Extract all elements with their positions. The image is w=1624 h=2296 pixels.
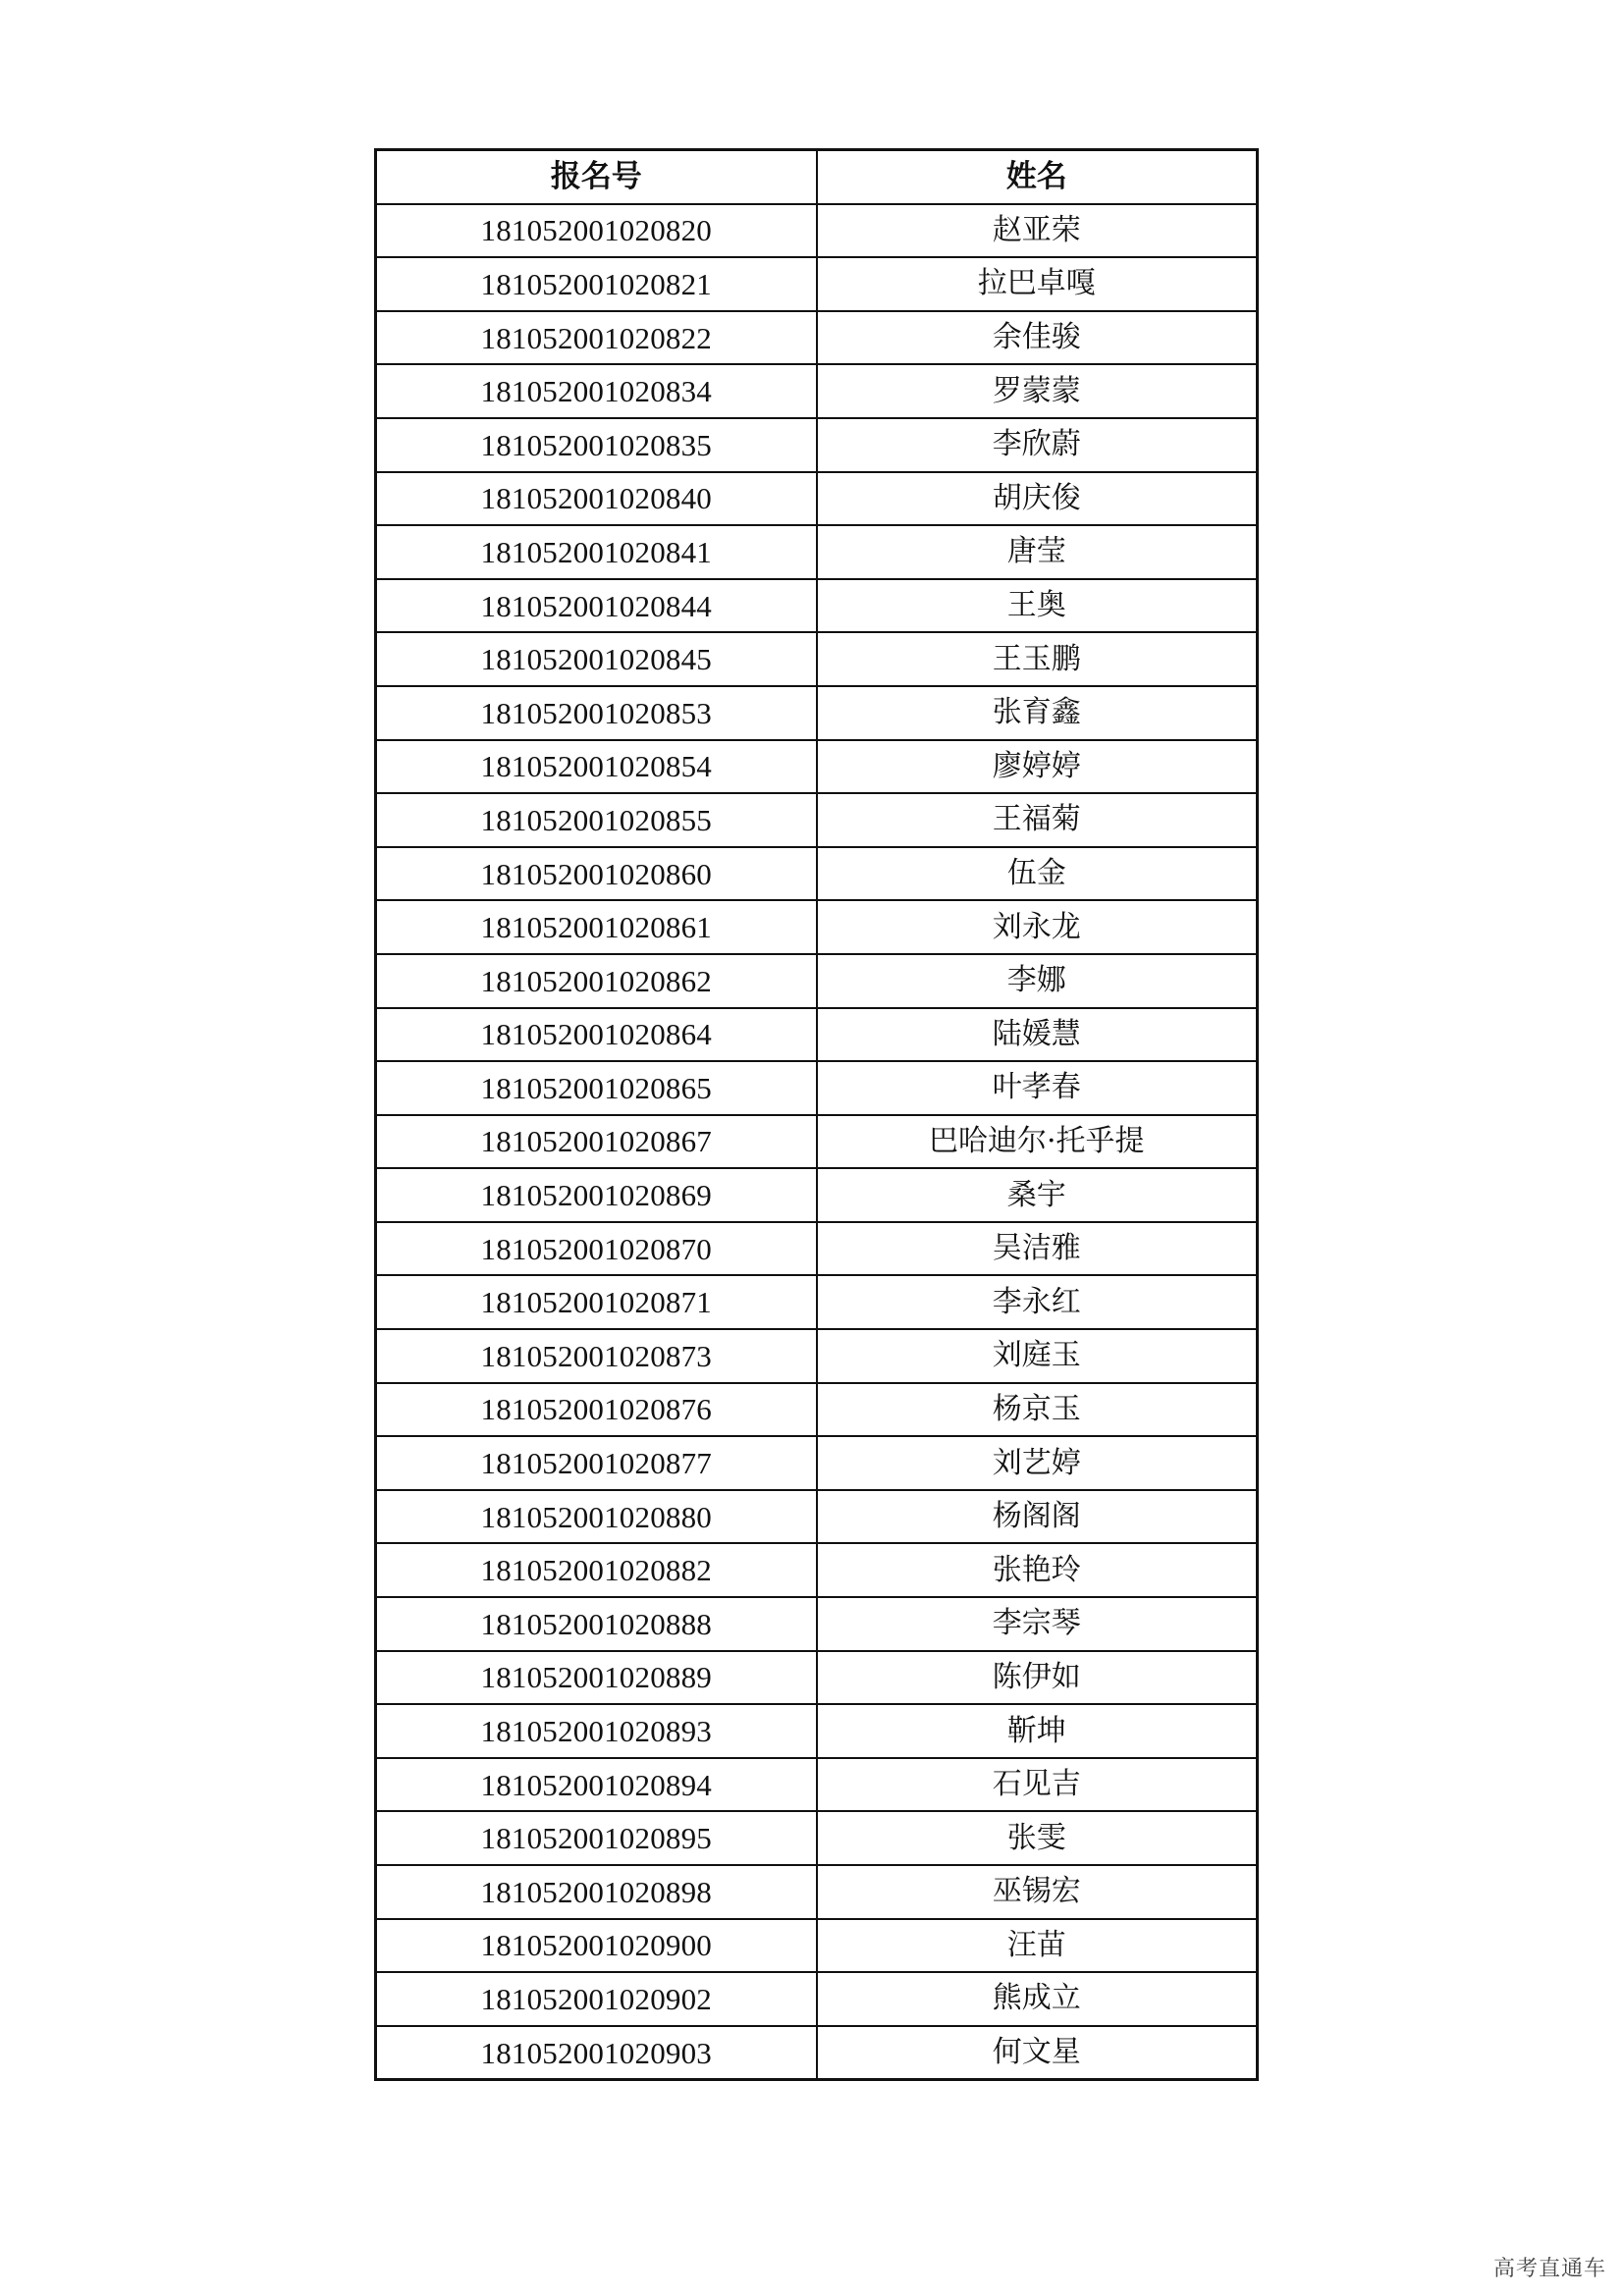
table-row <box>376 1061 1258 1115</box>
registration-number-cell: 181052001020867 <box>376 1115 817 1169</box>
table-row <box>376 847 1258 901</box>
table-row <box>376 686 1258 740</box>
table-row <box>376 1490 1258 1544</box>
table-row <box>376 1865 1258 1919</box>
registration-number-cell: 181052001020893 <box>376 1704 817 1758</box>
table-row <box>376 1436 1258 1490</box>
registration-number-cell: 181052001020854 <box>376 740 817 794</box>
table-row <box>376 525 1258 579</box>
watermark-text: 高考直通车 <box>1492 2257 1606 2281</box>
table-row <box>376 579 1258 633</box>
registration-number-cell: 181052001020877 <box>376 1436 817 1490</box>
registration-number-cell: 181052001020870 <box>376 1222 817 1276</box>
name-cell: 拉巴卓嘎 <box>817 257 1258 311</box>
registration-number-cell: 181052001020835 <box>376 418 817 472</box>
name-cell: 熊成立 <box>817 1972 1258 2026</box>
registration-number-cell: 181052001020900 <box>376 1919 817 1973</box>
registration-number-cell: 181052001020902 <box>376 1972 817 2026</box>
name-cell: 李宗琴 <box>817 1597 1258 1651</box>
name-cell: 唐莹 <box>817 525 1258 579</box>
registration-number-cell: 181052001020869 <box>376 1168 817 1222</box>
name-cell: 余佳骏 <box>817 311 1258 365</box>
registration-number-cell: 181052001020853 <box>376 686 817 740</box>
table-row <box>376 1008 1258 1062</box>
name-cell: 刘永龙 <box>817 900 1258 954</box>
registration-number-cell: 181052001020822 <box>376 311 817 365</box>
table-row <box>376 1543 1258 1597</box>
registration-number-cell: 181052001020888 <box>376 1597 817 1651</box>
table-row <box>376 1811 1258 1865</box>
table-header <box>376 150 1258 204</box>
registration-number-cell: 181052001020840 <box>376 472 817 526</box>
registration-number-cell: 181052001020821 <box>376 257 817 311</box>
name-cell: 李娜 <box>817 954 1258 1008</box>
registration-number-cell: 181052001020861 <box>376 900 817 954</box>
roster-table <box>374 148 1259 2081</box>
name-cell: 靳坤 <box>817 1704 1258 1758</box>
registration-number-cell: 181052001020862 <box>376 954 817 1008</box>
registration-number-cell: 181052001020876 <box>376 1383 817 1437</box>
table-row <box>376 2026 1258 2080</box>
name-cell: 陆媛慧 <box>817 1008 1258 1062</box>
registration-number-cell: 181052001020860 <box>376 847 817 901</box>
table-row <box>376 954 1258 1008</box>
name-cell: 赵亚荣 <box>817 204 1258 258</box>
name-cell: 伍金 <box>817 847 1258 901</box>
table-row <box>376 364 1258 418</box>
name-cell: 吴洁雅 <box>817 1222 1258 1276</box>
name-cell: 何文星 <box>817 2026 1258 2080</box>
table-row <box>376 1222 1258 1276</box>
table-row <box>376 1597 1258 1651</box>
name-cell: 王奥 <box>817 579 1258 633</box>
name-cell: 巴哈迪尔·托乎提 <box>817 1115 1258 1169</box>
table-row <box>376 1168 1258 1222</box>
registration-number-cell: 181052001020865 <box>376 1061 817 1115</box>
name-cell: 张育鑫 <box>817 686 1258 740</box>
name-cell: 陈伊如 <box>817 1651 1258 1705</box>
table-row <box>376 1383 1258 1437</box>
registration-number-cell: 181052001020882 <box>376 1543 817 1597</box>
table-row <box>376 418 1258 472</box>
header-name: 姓名 <box>817 150 1258 204</box>
table-row <box>376 1275 1258 1329</box>
table-row <box>376 793 1258 847</box>
table-row <box>376 1919 1258 1973</box>
name-cell: 胡庆俊 <box>817 472 1258 526</box>
name-cell: 张艳玲 <box>817 1543 1258 1597</box>
registration-number-cell: 181052001020820 <box>376 204 817 258</box>
table-row <box>376 1758 1258 1812</box>
table-row <box>376 900 1258 954</box>
table-row <box>376 1704 1258 1758</box>
name-cell: 杨阁阁 <box>817 1490 1258 1544</box>
name-cell: 李欣蔚 <box>817 418 1258 472</box>
registration-number-cell: 181052001020834 <box>376 364 817 418</box>
table-row <box>376 632 1258 686</box>
header-registration-number: 报名号 <box>376 150 817 204</box>
name-cell: 廖婷婷 <box>817 740 1258 794</box>
table-row <box>376 1972 1258 2026</box>
header-row <box>376 150 1258 204</box>
registration-number-cell: 181052001020845 <box>376 632 817 686</box>
name-cell: 叶孝春 <box>817 1061 1258 1115</box>
table-row <box>376 311 1258 365</box>
name-cell: 汪苗 <box>817 1919 1258 1973</box>
name-cell: 李永红 <box>817 1275 1258 1329</box>
table-row <box>376 1651 1258 1705</box>
name-cell: 刘艺婷 <box>817 1436 1258 1490</box>
registration-number-cell: 181052001020873 <box>376 1329 817 1383</box>
name-cell: 罗蒙蒙 <box>817 364 1258 418</box>
table-row <box>376 1329 1258 1383</box>
name-cell: 桑宇 <box>817 1168 1258 1222</box>
registration-number-cell: 181052001020889 <box>376 1651 817 1705</box>
name-cell: 杨京玉 <box>817 1383 1258 1437</box>
registration-number-cell: 181052001020864 <box>376 1008 817 1062</box>
registration-number-cell: 181052001020898 <box>376 1865 817 1919</box>
table-body <box>376 204 1258 2080</box>
registration-number-cell: 181052001020903 <box>376 2026 817 2080</box>
registration-number-cell: 181052001020855 <box>376 793 817 847</box>
name-cell: 张雯 <box>817 1811 1258 1865</box>
table-row <box>376 1115 1258 1169</box>
name-cell: 刘庭玉 <box>817 1329 1258 1383</box>
registration-number-cell: 181052001020895 <box>376 1811 817 1865</box>
registration-number-cell: 181052001020844 <box>376 579 817 633</box>
registration-number-cell: 181052001020894 <box>376 1758 817 1812</box>
table-row <box>376 204 1258 258</box>
name-cell: 王玉鹏 <box>817 632 1258 686</box>
registration-number-cell: 181052001020880 <box>376 1490 817 1544</box>
name-cell: 王福菊 <box>817 793 1258 847</box>
name-cell: 石见吉 <box>817 1758 1258 1812</box>
table-row <box>376 740 1258 794</box>
table-row <box>376 257 1258 311</box>
table-row <box>376 472 1258 526</box>
registration-number-cell: 181052001020871 <box>376 1275 817 1329</box>
name-cell: 巫锡宏 <box>817 1865 1258 1919</box>
registration-number-cell: 181052001020841 <box>376 525 817 579</box>
